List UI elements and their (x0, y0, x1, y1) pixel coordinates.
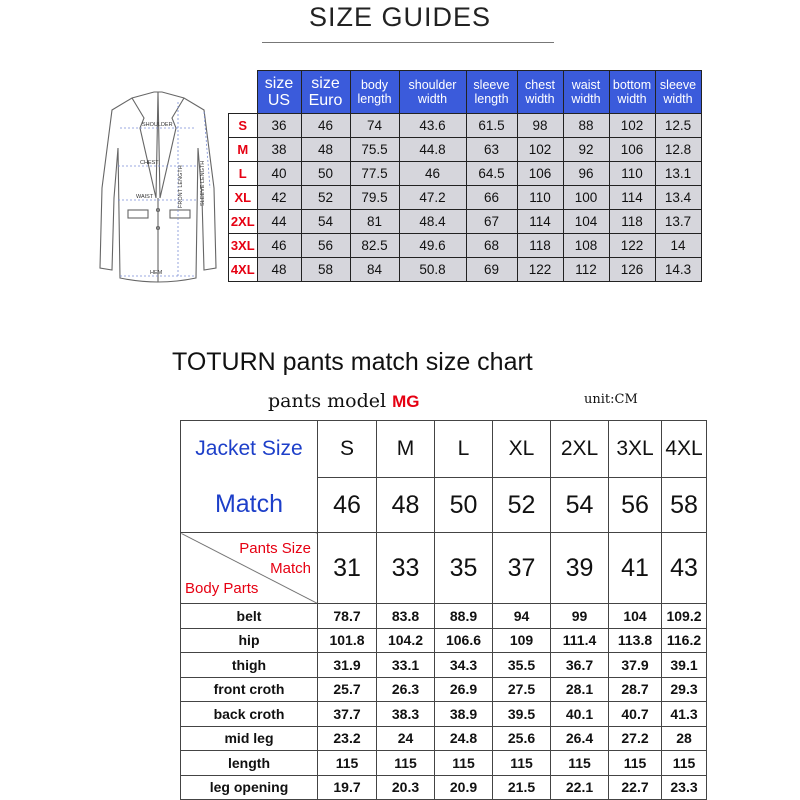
measurement-cell: 37.9 (609, 653, 662, 678)
measurement-cell: 25.6 (493, 726, 551, 751)
size-guide-cell: 14 (655, 234, 701, 258)
size-guide-cell: 122 (517, 258, 563, 282)
column-header-line: size (264, 75, 294, 92)
size-guide-cell: 102 (517, 138, 563, 162)
size-guide-cell: 75.5 (350, 138, 399, 162)
size-guide-table (228, 70, 702, 282)
measurement-cell: 24.8 (435, 726, 493, 751)
column-header (399, 71, 466, 114)
measurement-cell: 25.7 (318, 677, 377, 702)
column-header (563, 71, 609, 114)
size-guide-cell: 88 (563, 114, 609, 138)
size-guide-cell: 84 (350, 258, 399, 282)
size-guide-cell: 122 (609, 234, 655, 258)
measurement-cell: 38.9 (435, 702, 493, 727)
size-guide-cell: 106 (609, 138, 655, 162)
size-guide-row (229, 234, 702, 258)
body-part-label: leg opening (181, 775, 318, 800)
measurement-cell: 27.5 (493, 677, 551, 702)
measurement-cell: 27.2 (609, 726, 662, 751)
pants-size-cell: 31 (318, 533, 377, 604)
size-guide-cell: 47.2 (399, 186, 466, 210)
jacket-size-cell: 2XL (551, 421, 609, 478)
column-header (609, 71, 655, 114)
size-guide-row (229, 258, 702, 282)
size-guide-cell: 74 (350, 114, 399, 138)
title-divider (262, 42, 554, 43)
size-guide-cell: 108 (563, 234, 609, 258)
measurement-cell: 104.2 (377, 628, 435, 653)
size-guide-cell: 79.5 (350, 186, 399, 210)
size-guide-cell: 106 (517, 162, 563, 186)
size-guide-cell: 42 (257, 186, 301, 210)
measurement-cell: 99 (551, 604, 609, 629)
size-guide-cell: 48 (301, 138, 350, 162)
pants-size-cell: 37 (493, 533, 551, 604)
body-parts-label: Body Parts (185, 580, 259, 597)
jacket-match-cell: 48 (377, 478, 435, 533)
measurement-cell: 83.8 (377, 604, 435, 629)
size-guide-cell: 68 (466, 234, 517, 258)
body-part-row (181, 702, 707, 727)
jacket-match-cell: 58 (662, 478, 707, 533)
size-guide-cell: 100 (563, 186, 609, 210)
front-length-label: FRONT LENGTH (178, 165, 184, 208)
size-guide-cell: 54 (301, 210, 350, 234)
column-header (257, 71, 301, 114)
pants-size-label (239, 539, 311, 579)
body-part-label: front croth (181, 677, 318, 702)
pants-size-text: Pants Size (239, 540, 311, 557)
pants-size-cell: 43 (662, 533, 707, 604)
measurement-cell: 36.7 (551, 653, 609, 678)
pants-model-line (268, 390, 420, 412)
chest-label: CHEST (140, 160, 159, 166)
measurement-cell: 22.7 (609, 775, 662, 800)
jacket-size-cell: 4XL (662, 421, 707, 478)
size-guide-cell: 12.5 (655, 114, 701, 138)
size-label: S (229, 114, 258, 138)
jacket-match-cell: 50 (435, 478, 493, 533)
measurement-cell: 115 (435, 751, 493, 776)
size-guide-cell: 40 (257, 162, 301, 186)
measurement-cell: 21.5 (493, 775, 551, 800)
body-part-row (181, 604, 707, 629)
sleeve-length-label: SLEEVE LENGTH (200, 160, 206, 206)
column-header-line: width (525, 92, 555, 106)
column-header-line: body (360, 78, 389, 92)
size-guide-cell: 63 (466, 138, 517, 162)
size-guide-row (229, 186, 702, 210)
body-part-label: thigh (181, 653, 318, 678)
column-header (517, 71, 563, 114)
jacket-match-cell: 52 (493, 478, 551, 533)
measurement-cell: 26.3 (377, 677, 435, 702)
size-guide-cell: 64.5 (466, 162, 517, 186)
column-header-line: width (417, 92, 448, 106)
measurement-cell: 88.9 (435, 604, 493, 629)
size-label: M (229, 138, 258, 162)
jacket-match-cell: 56 (609, 478, 662, 533)
size-guide-cell: 110 (517, 186, 563, 210)
pants-size-cell: 33 (377, 533, 435, 604)
pants-model-label: pants model (268, 390, 387, 412)
jacket-match-row (181, 478, 707, 533)
measurement-cell: 28.1 (551, 677, 609, 702)
measurement-cell: 37.7 (318, 702, 377, 727)
size-guide-cell: 49.6 (399, 234, 466, 258)
waist-label: WAIST (136, 194, 154, 200)
size-guide-cell: 56 (301, 234, 350, 258)
measurement-cell: 101.8 (318, 628, 377, 653)
measurement-cell: 109.2 (662, 604, 707, 629)
pants-size-cell: 39 (551, 533, 609, 604)
pants-size-table (180, 420, 707, 800)
column-header (350, 71, 399, 114)
column-header-line: shoulder (408, 78, 457, 92)
size-guide-cell: 50 (301, 162, 350, 186)
measurement-cell: 104 (609, 604, 662, 629)
body-part-label: back croth (181, 702, 318, 727)
pants-match-text: Match (270, 560, 311, 577)
measurement-cell: 111.4 (551, 628, 609, 653)
measurement-cell: 40.1 (551, 702, 609, 727)
size-guide-header-row (229, 71, 702, 114)
jacket-size-cell: S (318, 421, 377, 478)
measurement-cell: 115 (318, 751, 377, 776)
size-guide-cell: 69 (466, 258, 517, 282)
size-guide-cell: 38 (257, 138, 301, 162)
hem-label: HEM (150, 270, 163, 276)
measurement-cell: 94 (493, 604, 551, 629)
measurement-cell: 41.3 (662, 702, 707, 727)
measurement-cell: 22.1 (551, 775, 609, 800)
measurement-cell: 24 (377, 726, 435, 751)
pants-size-row (181, 533, 707, 604)
size-label: L (229, 162, 258, 186)
measurement-cell: 78.7 (318, 604, 377, 629)
size-label: 3XL (229, 234, 258, 258)
measurement-cell: 109 (493, 628, 551, 653)
body-part-row (181, 628, 707, 653)
size-guide-cell: 43.6 (399, 114, 466, 138)
size-guide-cell: 118 (609, 210, 655, 234)
measurement-cell: 26.9 (435, 677, 493, 702)
size-guide-row (229, 162, 702, 186)
column-header-line: size (311, 75, 340, 92)
size-guide-cell: 102 (609, 114, 655, 138)
measurement-cell: 23.2 (318, 726, 377, 751)
size-guide-cell: 46 (301, 114, 350, 138)
column-header-line: width (617, 92, 647, 106)
size-guide-cell: 98 (517, 114, 563, 138)
body-part-row (181, 751, 707, 776)
column-header-line: sleeve (473, 78, 510, 92)
body-part-row (181, 677, 707, 702)
size-guide-cell: 58 (301, 258, 350, 282)
column-header-line: sleeve (659, 78, 697, 92)
size-guide-cell: 50.8 (399, 258, 466, 282)
body-part-label: hip (181, 628, 318, 653)
measurement-cell: 20.9 (435, 775, 493, 800)
measurement-cell: 35.5 (493, 653, 551, 678)
size-guide-cell: 13.4 (655, 186, 701, 210)
measurement-cell: 31.9 (318, 653, 377, 678)
size-guide-cell: 48 (257, 258, 301, 282)
measurement-cell: 23.3 (662, 775, 707, 800)
measurement-cell: 28 (662, 726, 707, 751)
size-guide-cell: 96 (563, 162, 609, 186)
shoulder-label: SHOULDER (142, 122, 173, 128)
column-header (301, 71, 350, 114)
pants-model-code: MG (392, 392, 420, 411)
measurement-cell: 28.7 (609, 677, 662, 702)
column-header (466, 71, 517, 114)
body-part-label: belt (181, 604, 318, 629)
size-guide-cell: 61.5 (466, 114, 517, 138)
body-part-row (181, 726, 707, 751)
size-guide-cell: 67 (466, 210, 517, 234)
size-guide-cell: 114 (517, 210, 563, 234)
measurement-cell: 26.4 (551, 726, 609, 751)
size-guide-cell: 46 (399, 162, 466, 186)
size-guide-cell: 112 (563, 258, 609, 282)
measurement-cell: 29.3 (662, 677, 707, 702)
size-guide-cell: 14.3 (655, 258, 701, 282)
size-guide-cell: 77.5 (350, 162, 399, 186)
measurement-cell: 40.7 (609, 702, 662, 727)
column-header-line: length (357, 92, 392, 106)
size-guide-cell: 44 (257, 210, 301, 234)
column-header-line: chest (525, 78, 555, 92)
body-part-row (181, 775, 707, 800)
size-guide-cell: 66 (466, 186, 517, 210)
size-guides-title: SIZE GUIDES (308, 2, 492, 32)
jacket-match-cell: 54 (551, 478, 609, 533)
size-guide-cell: 114 (609, 186, 655, 210)
column-header-line: width (571, 92, 601, 106)
column-header-line: US (267, 92, 291, 109)
body-part-label: mid leg (181, 726, 318, 751)
jacket-size-label: Jacket Size (181, 421, 318, 478)
unit-label: unit:CM (584, 392, 638, 407)
match-label: Match (181, 478, 318, 533)
measurement-cell: 113.8 (609, 628, 662, 653)
diagonal-header-cell (181, 533, 318, 604)
measurement-cell: 116.2 (662, 628, 707, 653)
size-guide-cell: 48.4 (399, 210, 466, 234)
size-guide-row (229, 114, 702, 138)
measurement-cell: 115 (377, 751, 435, 776)
jacket-size-cell: M (377, 421, 435, 478)
size-guide-cell: 110 (609, 162, 655, 186)
pants-size-cell: 35 (435, 533, 493, 604)
size-guide-cell: 44.8 (399, 138, 466, 162)
column-header (655, 71, 701, 114)
measurement-cell: 115 (493, 751, 551, 776)
size-guide-cell: 13.1 (655, 162, 701, 186)
size-label: 2XL (229, 210, 258, 234)
jacket-size-cell: XL (493, 421, 551, 478)
measurement-cell: 39.5 (493, 702, 551, 727)
size-guide-cell: 82.5 (350, 234, 399, 258)
jacket-size-cell: 3XL (609, 421, 662, 478)
size-guide-cell: 118 (517, 234, 563, 258)
size-guide-cell: 52 (301, 186, 350, 210)
measurement-cell: 33.1 (377, 653, 435, 678)
size-guide-cell: 126 (609, 258, 655, 282)
size-guide-cell: 36 (257, 114, 301, 138)
jacket-sketch (92, 88, 222, 296)
size-guide-row (229, 138, 702, 162)
measurement-cell: 39.1 (662, 653, 707, 678)
measurement-cell: 115 (662, 751, 707, 776)
measurement-cell: 38.3 (377, 702, 435, 727)
jacket-size-cell: L (435, 421, 493, 478)
pants-chart-title: TOTURN pants match size chart (172, 348, 533, 376)
measurement-cell: 115 (609, 751, 662, 776)
column-header-line: width (663, 92, 693, 106)
pants-size-cell: 41 (609, 533, 662, 604)
column-header-line: Euro (308, 92, 343, 109)
measurement-cell: 34.3 (435, 653, 493, 678)
size-guide-cell: 12.8 (655, 138, 701, 162)
jacket-size-row (181, 421, 707, 478)
measurement-cell: 19.7 (318, 775, 377, 800)
body-part-row (181, 653, 707, 678)
size-guide-cell: 81 (350, 210, 399, 234)
column-header-line: length (474, 92, 509, 106)
header-blank-cell (229, 71, 258, 114)
measurement-cell: 20.3 (377, 775, 435, 800)
jacket-match-cell: 46 (318, 478, 377, 533)
size-label: XL (229, 186, 258, 210)
size-guide-cell: 46 (257, 234, 301, 258)
column-header-line: waist (571, 78, 601, 92)
measurement-cell: 115 (551, 751, 609, 776)
body-part-label: length (181, 751, 318, 776)
size-guide-row (229, 210, 702, 234)
column-header-line: bottom (612, 78, 652, 92)
size-guide-cell: 104 (563, 210, 609, 234)
measurement-cell: 106.6 (435, 628, 493, 653)
size-guide-cell: 92 (563, 138, 609, 162)
size-guide-cell: 13.7 (655, 210, 701, 234)
size-label: 4XL (229, 258, 258, 282)
